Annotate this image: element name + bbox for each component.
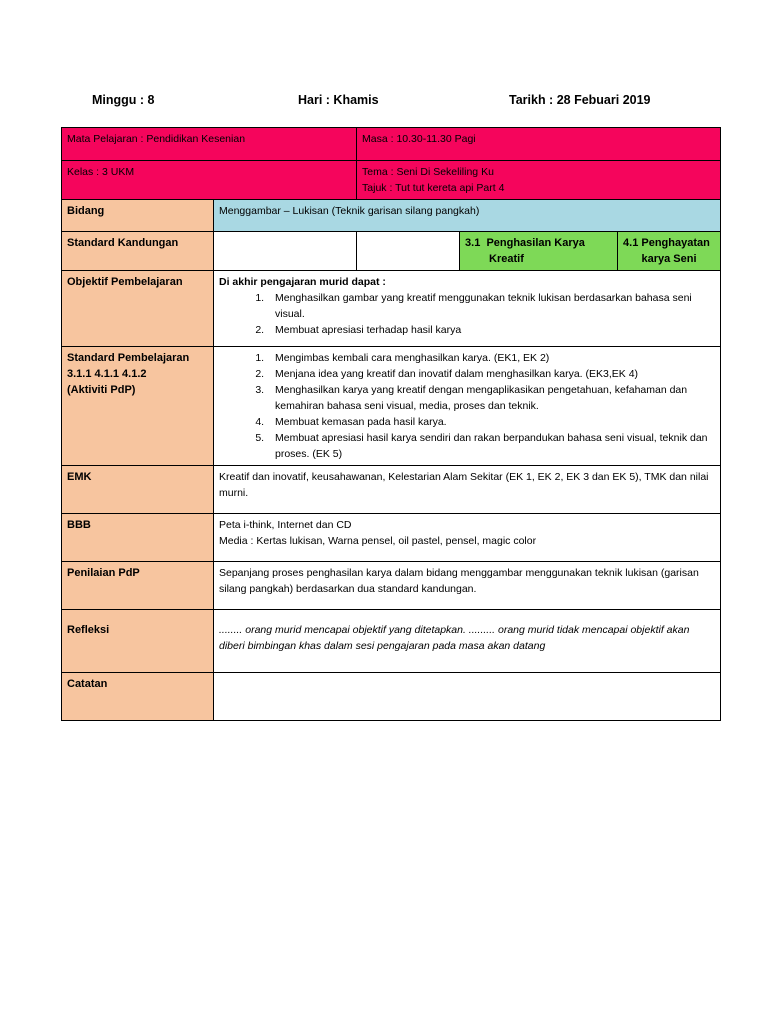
row-objektif: [62, 271, 721, 347]
objektif-list: [219, 290, 715, 338]
aktiviti-item: 4. Membuat kemasan pada hasil karya.: [267, 414, 715, 430]
bbb-line-2: Media : Kertas lukisan, Warna pensel, oil pastel, pensel, magic color: [219, 535, 537, 547]
minggu-text: Minggu : 8: [92, 93, 155, 107]
standard-kandungan-label: Standard Kandungan: [62, 232, 214, 271]
hari-text: Hari : Khamis: [298, 93, 379, 107]
aktiviti-item: 5. Membuat apresiasi hasil karya sendiri dan rakan berpandukan bahasa seni visual, teknik dan proses. (EK 5): [267, 430, 715, 462]
row-kelas: [62, 161, 721, 200]
mata-pelajaran-text: Mata Pelajaran : Pendidikan Kesenian: [67, 133, 246, 145]
mata-pelajaran-cell: [62, 128, 357, 161]
bbb-label: BBB: [62, 514, 214, 562]
row-emk: [62, 466, 721, 514]
row-standard-kandungan: [62, 232, 721, 271]
sp-label-text: Standard Pembelajaran: [67, 352, 190, 364]
catatan-label: Catatan: [62, 673, 214, 721]
bidang-label: Bidang: [62, 200, 214, 232]
objektif-intro: Di akhir pengajaran murid dapat :: [219, 276, 386, 288]
emk-value: Kreatif dan inovatif, keusahawanan, Kelestarian Alam Sekitar (EK 1, EK 2, EK 3 dan EK 5), TMK dan nilai murni.: [214, 466, 721, 514]
tarikh-text: Tarikh : 28 Febuari 2019: [509, 93, 651, 107]
sk1-title: Penghasilan Karya: [486, 237, 585, 249]
sp-aktiviti: (Aktiviti PdP): [67, 384, 136, 396]
aktiviti-item: 3. Menghasilkan karya yang kreatif dengan mengaplikasikan pengetahuan, kefahaman dan kemahiran bahasa seni visual, media, proses dan teknik.: [267, 382, 715, 414]
bidang-value: Menggambar – Lukisan (Teknik garisan silang pangkah): [214, 200, 721, 232]
row-standard-pembelajaran: [62, 347, 721, 466]
sp-codes: 3.1.1 4.1.1 4.1.2: [67, 368, 147, 380]
penilaian-label: Penilaian PdP: [62, 562, 214, 610]
standard-pembelajaran-content: [214, 347, 721, 466]
bbb-content: [214, 514, 721, 562]
objektif-item: 1. Menghasilkan gambar yang kreatif menggunakan teknik lukisan berdasarkan bahasa seni visual.: [267, 290, 715, 322]
objektif-label: Objektif Pembelajaran: [62, 271, 214, 347]
row-bidang: [62, 200, 721, 232]
tajuk-text: Tajuk : Tut tut kereta api Part 4: [362, 182, 505, 194]
row-mata-pelajaran: [62, 128, 721, 161]
masa-text: Masa : 10.30-11.30 Pagi: [362, 133, 476, 145]
sk2-title: 4.1 Penghayatan: [623, 237, 710, 249]
aktiviti-item: 1. Mengimbas kembali cara menghasilkan karya. (EK1, EK 2): [267, 350, 715, 366]
sk2-subtitle: karya Seni: [641, 253, 697, 265]
sk-penghayatan-cell: [618, 232, 721, 271]
row-catatan: [62, 673, 721, 721]
tema-cell: [357, 161, 721, 200]
catatan-value[interactable]: [214, 673, 721, 721]
aktiviti-list: [219, 350, 715, 462]
objektif-content: [214, 271, 721, 347]
sk-penghasilan-cell: [460, 232, 618, 271]
sk1-number: 3.1: [465, 237, 481, 249]
row-bbb: [62, 514, 721, 562]
penilaian-value: Sepanjang proses penghasilan karya dalam bidang menggambar menggunakan teknik lukisan (garisan silang pangkah) berdasarkan dua standard kandungan.: [214, 562, 721, 610]
sk-empty-2: [357, 232, 460, 271]
tema-text: Tema : Seni Di Sekeliling Ku: [362, 166, 494, 178]
refleksi-label: Refleksi: [62, 610, 214, 673]
lesson-plan-table: [61, 127, 721, 721]
bbb-line-1: Peta i-think, Internet dan CD: [219, 519, 352, 531]
sk1-subtitle: Kreatif: [489, 253, 524, 265]
refleksi-value: ........ orang murid mencapai objektif yang ditetapkan. ......... orang murid tidak mencapai objektif akan diberi bimbingan khas dalam sesi pengajaran pada masa akan datang: [214, 610, 721, 673]
row-penilaian: [62, 562, 721, 610]
standard-pembelajaran-label: [62, 347, 214, 466]
aktiviti-item: 2. Menjana idea yang kreatif dan inovatif dalam menghasilkan karya. (EK3,EK 4): [267, 366, 715, 382]
objektif-item: 2. Membuat apresiasi terhadap hasil karya: [267, 322, 715, 338]
sk-empty-1: [214, 232, 357, 271]
emk-label: EMK: [62, 466, 214, 514]
kelas-cell: [62, 161, 357, 200]
kelas-text: Kelas : 3 UKM: [67, 166, 135, 178]
masa-cell: [357, 128, 721, 161]
row-refleksi: [62, 610, 721, 673]
